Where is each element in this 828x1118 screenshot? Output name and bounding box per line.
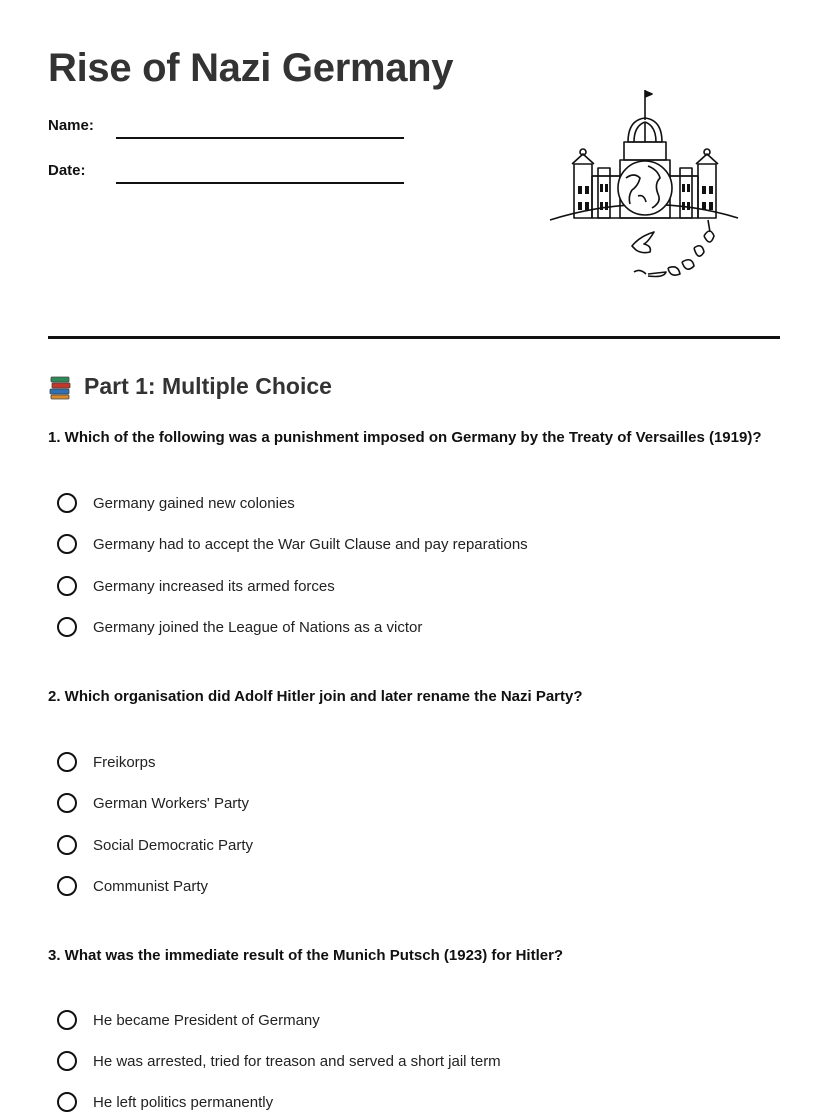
option-label: Germany joined the League of Nations as a victor — [93, 618, 423, 636]
q1-option-1[interactable] — [57, 490, 295, 516]
q3-option-2[interactable] — [57, 1048, 501, 1074]
radio-button[interactable] — [57, 576, 77, 596]
q3-option-3[interactable] — [57, 1089, 273, 1115]
section-divider — [48, 336, 780, 339]
q1-option-3[interactable] — [57, 573, 335, 599]
q2-option-2[interactable] — [57, 790, 249, 816]
option-label: German Workers' Party — [93, 794, 249, 812]
radio-button[interactable] — [57, 793, 77, 813]
q2-option-4[interactable] — [57, 873, 208, 899]
option-label: He left politics permanently — [93, 1093, 274, 1111]
option-label: He was arrested, tried for treason and served a short jail term — [93, 1052, 501, 1070]
option-label: Freikorps — [93, 753, 156, 771]
q3-option-1[interactable] — [57, 1007, 320, 1033]
date-field[interactable] — [116, 182, 404, 184]
option-label: Communist Party — [93, 877, 209, 895]
radio-button[interactable] — [57, 1051, 77, 1071]
option-label: Germany increased its armed forces — [93, 577, 335, 595]
option-label: Social Democratic Party — [93, 836, 254, 854]
option-label: Germany had to accept the War Guilt Clause and pay reparations — [93, 535, 528, 553]
question-1: 1. Which of the following was a punishment imposed on Germany by the Treaty of Versailles (1919)? — [48, 429, 762, 446]
option-label: He became President of Germany — [93, 1011, 320, 1029]
date-label: Date: — [48, 162, 86, 179]
question-2: 2. Which organisation did Adolf Hitler join and later rename the Nazi Party? — [48, 688, 583, 705]
radio-button[interactable] — [57, 493, 77, 513]
radio-button[interactable] — [57, 617, 77, 637]
q1-option-2[interactable] — [57, 531, 528, 557]
q2-option-1[interactable] — [57, 749, 156, 775]
reichstag-illustration-icon — [548, 86, 744, 284]
books-icon — [48, 374, 74, 400]
radio-button[interactable] — [57, 1010, 77, 1030]
radio-button[interactable] — [57, 835, 77, 855]
part1-heading — [48, 373, 332, 400]
q2-option-3[interactable] — [57, 832, 253, 858]
name-label: Name: — [48, 117, 94, 134]
radio-button[interactable] — [57, 752, 77, 772]
radio-button[interactable] — [57, 534, 77, 554]
radio-button[interactable] — [57, 1092, 77, 1112]
part1-heading-text: Part 1: Multiple Choice — [84, 373, 332, 399]
question-3: 3. What was the immediate result of the Munich Putsch (1923) for Hitler? — [48, 947, 564, 964]
worksheet-title: Rise of Nazi Germany — [48, 46, 454, 90]
option-label: Germany gained new colonies — [93, 494, 295, 512]
radio-button[interactable] — [57, 876, 77, 896]
name-field[interactable] — [116, 137, 404, 139]
q1-option-4[interactable] — [57, 614, 422, 640]
